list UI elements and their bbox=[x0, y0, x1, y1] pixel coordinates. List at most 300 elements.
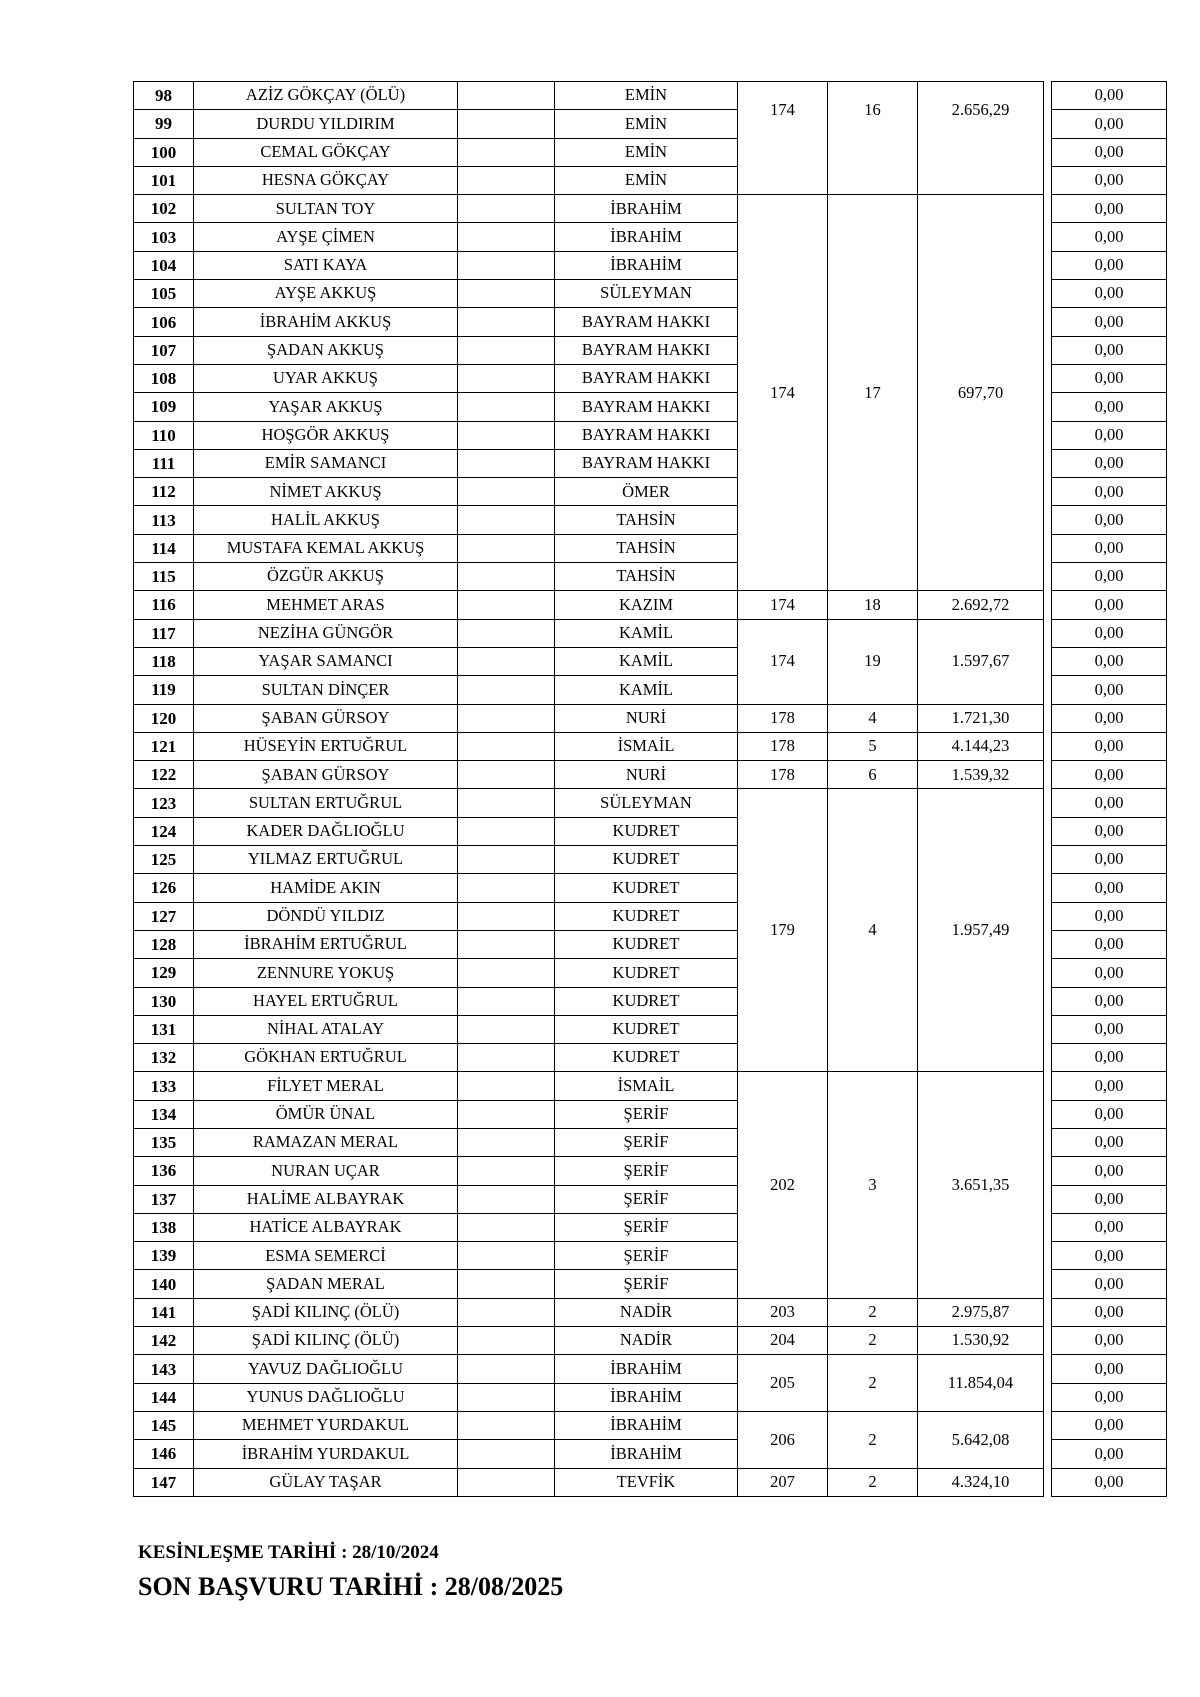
empty-cell bbox=[458, 647, 555, 675]
row-number: 107 bbox=[134, 336, 194, 364]
column-gap bbox=[1044, 1468, 1052, 1496]
father-name: EMİN bbox=[555, 138, 738, 166]
owner-name: ŞADİ KILINÇ (ÖLÜ) bbox=[194, 1298, 458, 1326]
ada-number: 204 bbox=[738, 1327, 828, 1355]
parsel-number: 2 bbox=[828, 1468, 918, 1496]
empty-cell bbox=[458, 1242, 555, 1270]
parsel-number: 16 bbox=[828, 82, 918, 195]
row-number: 108 bbox=[134, 364, 194, 392]
father-name: KAMİL bbox=[555, 619, 738, 647]
finalization-date: KESİNLEŞME TARİHİ : 28/10/2024 bbox=[138, 1542, 439, 1563]
owner-name: ÖZGÜR AKKUŞ bbox=[194, 563, 458, 591]
share-amount: 0,00 bbox=[1052, 1044, 1167, 1072]
ada-number: 178 bbox=[738, 732, 828, 760]
share-amount: 0,00 bbox=[1052, 817, 1167, 845]
share-amount: 0,00 bbox=[1052, 959, 1167, 987]
row-number: 111 bbox=[134, 449, 194, 477]
parcel-area: 1.721,30 bbox=[918, 704, 1044, 732]
parsel-number: 5 bbox=[828, 732, 918, 760]
empty-cell bbox=[458, 336, 555, 364]
row-number: 114 bbox=[134, 534, 194, 562]
parsel-number: 4 bbox=[828, 789, 918, 1072]
owner-name: UYAR AKKUŞ bbox=[194, 364, 458, 392]
share-amount: 0,00 bbox=[1052, 902, 1167, 930]
ada-number: 174 bbox=[738, 82, 828, 195]
father-name: KUDRET bbox=[555, 1015, 738, 1043]
empty-cell bbox=[458, 789, 555, 817]
parcel-area: 2.975,87 bbox=[918, 1298, 1044, 1326]
parsel-number: 2 bbox=[828, 1327, 918, 1355]
father-name: BAYRAM HAKKI bbox=[555, 449, 738, 477]
row-number: 117 bbox=[134, 619, 194, 647]
father-name: KUDRET bbox=[555, 1044, 738, 1072]
share-amount: 0,00 bbox=[1052, 421, 1167, 449]
row-number: 131 bbox=[134, 1015, 194, 1043]
empty-cell bbox=[458, 846, 555, 874]
father-name: KUDRET bbox=[555, 959, 738, 987]
owner-name: GÜLAY TAŞAR bbox=[194, 1468, 458, 1496]
empty-cell bbox=[458, 223, 555, 251]
share-amount: 0,00 bbox=[1052, 110, 1167, 138]
owner-name: NİMET AKKUŞ bbox=[194, 478, 458, 506]
parsel-number: 6 bbox=[828, 761, 918, 789]
owner-name: HATİCE ALBAYRAK bbox=[194, 1213, 458, 1241]
owner-name: ŞADİ KILINÇ (ÖLÜ) bbox=[194, 1327, 458, 1355]
share-amount: 0,00 bbox=[1052, 251, 1167, 279]
owner-name: NİHAL ATALAY bbox=[194, 1015, 458, 1043]
owner-name: ZENNURE YOKUŞ bbox=[194, 959, 458, 987]
empty-cell bbox=[458, 308, 555, 336]
row-number: 100 bbox=[134, 138, 194, 166]
row-number: 115 bbox=[134, 563, 194, 591]
owner-name: NURAN UÇAR bbox=[194, 1157, 458, 1185]
share-amount: 0,00 bbox=[1052, 1270, 1167, 1298]
empty-cell bbox=[458, 987, 555, 1015]
share-amount: 0,00 bbox=[1052, 563, 1167, 591]
row-number: 98 bbox=[134, 82, 194, 110]
row-number: 136 bbox=[134, 1157, 194, 1185]
table-row bbox=[134, 1298, 1167, 1326]
row-number: 127 bbox=[134, 902, 194, 930]
father-name: BAYRAM HAKKI bbox=[555, 421, 738, 449]
shareholder-table bbox=[133, 81, 1167, 1497]
father-name: NADİR bbox=[555, 1327, 738, 1355]
father-name: İSMAİL bbox=[555, 732, 738, 760]
empty-cell bbox=[458, 619, 555, 647]
father-name: İBRAHİM bbox=[555, 1355, 738, 1383]
owner-name: YAŞAR AKKUŞ bbox=[194, 393, 458, 421]
column-gap bbox=[1044, 761, 1052, 789]
parsel-number: 19 bbox=[828, 619, 918, 704]
empty-cell bbox=[458, 1383, 555, 1411]
table-row bbox=[134, 1072, 1167, 1100]
owner-name: MEHMET ARAS bbox=[194, 591, 458, 619]
row-number: 99 bbox=[134, 110, 194, 138]
row-number: 118 bbox=[134, 647, 194, 675]
father-name: İBRAHİM bbox=[555, 1411, 738, 1439]
empty-cell bbox=[458, 1327, 555, 1355]
table-row bbox=[134, 1327, 1167, 1355]
empty-cell bbox=[458, 1355, 555, 1383]
father-name: NADİR bbox=[555, 1298, 738, 1326]
parcel-area: 1.539,32 bbox=[918, 761, 1044, 789]
share-amount: 0,00 bbox=[1052, 1242, 1167, 1270]
father-name: ŞERİF bbox=[555, 1157, 738, 1185]
empty-cell bbox=[458, 732, 555, 760]
share-amount: 0,00 bbox=[1052, 280, 1167, 308]
table-row bbox=[134, 591, 1167, 619]
father-name: SÜLEYMAN bbox=[555, 789, 738, 817]
parsel-number: 17 bbox=[828, 195, 918, 591]
share-amount: 0,00 bbox=[1052, 449, 1167, 477]
row-number: 132 bbox=[134, 1044, 194, 1072]
parcel-area: 2.656,29 bbox=[918, 82, 1044, 195]
ada-number: 202 bbox=[738, 1072, 828, 1298]
share-amount: 0,00 bbox=[1052, 1100, 1167, 1128]
row-number: 129 bbox=[134, 959, 194, 987]
father-name: ŞERİF bbox=[555, 1242, 738, 1270]
table-row bbox=[134, 1468, 1167, 1496]
owner-name: AYŞE ÇİMEN bbox=[194, 223, 458, 251]
table-row bbox=[134, 195, 1167, 223]
row-number: 113 bbox=[134, 506, 194, 534]
row-number: 139 bbox=[134, 1242, 194, 1270]
empty-cell bbox=[458, 1100, 555, 1128]
parcel-area: 4.144,23 bbox=[918, 732, 1044, 760]
empty-cell bbox=[458, 902, 555, 930]
row-number: 109 bbox=[134, 393, 194, 421]
owner-name: MUSTAFA KEMAL AKKUŞ bbox=[194, 534, 458, 562]
row-number: 125 bbox=[134, 846, 194, 874]
row-number: 105 bbox=[134, 280, 194, 308]
empty-cell bbox=[458, 82, 555, 110]
application-deadline: SON BAŞVURU TARİHİ : 28/08/2025 bbox=[138, 1572, 564, 1601]
owner-name: HÜSEYİN ERTUĞRUL bbox=[194, 732, 458, 760]
owner-name: ŞABAN GÜRSOY bbox=[194, 704, 458, 732]
father-name: BAYRAM HAKKI bbox=[555, 364, 738, 392]
empty-cell bbox=[458, 1044, 555, 1072]
owner-name: AZİZ GÖKÇAY (ÖLÜ) bbox=[194, 82, 458, 110]
parcel-area: 4.324,10 bbox=[918, 1468, 1044, 1496]
parcel-area: 3.651,35 bbox=[918, 1072, 1044, 1298]
table-row bbox=[134, 704, 1167, 732]
empty-cell bbox=[458, 874, 555, 902]
parcel-area: 11.854,04 bbox=[918, 1355, 1044, 1412]
row-number: 128 bbox=[134, 930, 194, 958]
share-amount: 0,00 bbox=[1052, 930, 1167, 958]
share-amount: 0,00 bbox=[1052, 846, 1167, 874]
parsel-number: 2 bbox=[828, 1411, 918, 1468]
column-gap bbox=[1044, 1072, 1052, 1298]
column-gap bbox=[1044, 789, 1052, 1072]
owner-name: ŞADAN AKKUŞ bbox=[194, 336, 458, 364]
ada-number: 203 bbox=[738, 1298, 828, 1326]
share-amount: 0,00 bbox=[1052, 195, 1167, 223]
father-name: TEVFİK bbox=[555, 1468, 738, 1496]
father-name: NURİ bbox=[555, 761, 738, 789]
column-gap bbox=[1044, 732, 1052, 760]
parsel-number: 3 bbox=[828, 1072, 918, 1298]
row-number: 147 bbox=[134, 1468, 194, 1496]
share-amount: 0,00 bbox=[1052, 874, 1167, 902]
row-number: 102 bbox=[134, 195, 194, 223]
father-name: İBRAHİM bbox=[555, 223, 738, 251]
empty-cell bbox=[458, 1185, 555, 1213]
owner-name: HAYEL ERTUĞRUL bbox=[194, 987, 458, 1015]
share-amount: 0,00 bbox=[1052, 364, 1167, 392]
row-number: 145 bbox=[134, 1411, 194, 1439]
share-amount: 0,00 bbox=[1052, 1468, 1167, 1496]
share-amount: 0,00 bbox=[1052, 393, 1167, 421]
row-number: 120 bbox=[134, 704, 194, 732]
father-name: SÜLEYMAN bbox=[555, 280, 738, 308]
share-amount: 0,00 bbox=[1052, 1185, 1167, 1213]
empty-cell bbox=[458, 364, 555, 392]
empty-cell bbox=[458, 1298, 555, 1326]
parcel-area: 2.692,72 bbox=[918, 591, 1044, 619]
father-name: İBRAHİM bbox=[555, 1440, 738, 1468]
owner-name: HALİME ALBAYRAK bbox=[194, 1185, 458, 1213]
row-number: 126 bbox=[134, 874, 194, 902]
ada-number: 174 bbox=[738, 195, 828, 591]
row-number: 143 bbox=[134, 1355, 194, 1383]
father-name: TAHSİN bbox=[555, 534, 738, 562]
table-row bbox=[134, 761, 1167, 789]
father-name: İBRAHİM bbox=[555, 251, 738, 279]
empty-cell bbox=[458, 1213, 555, 1241]
owner-name: HOŞGÖR AKKUŞ bbox=[194, 421, 458, 449]
owner-name: HESNA GÖKÇAY bbox=[194, 166, 458, 194]
row-number: 124 bbox=[134, 817, 194, 845]
owner-name: İBRAHİM AKKUŞ bbox=[194, 308, 458, 336]
column-gap bbox=[1044, 1411, 1052, 1468]
row-number: 135 bbox=[134, 1128, 194, 1156]
row-number: 116 bbox=[134, 591, 194, 619]
owner-name: HALİL AKKUŞ bbox=[194, 506, 458, 534]
father-name: NURİ bbox=[555, 704, 738, 732]
share-amount: 0,00 bbox=[1052, 619, 1167, 647]
column-gap bbox=[1044, 591, 1052, 619]
father-name: KUDRET bbox=[555, 817, 738, 845]
row-number: 146 bbox=[134, 1440, 194, 1468]
father-name: TAHSİN bbox=[555, 506, 738, 534]
share-amount: 0,00 bbox=[1052, 82, 1167, 110]
row-number: 142 bbox=[134, 1327, 194, 1355]
father-name: KUDRET bbox=[555, 930, 738, 958]
empty-cell bbox=[458, 676, 555, 704]
owner-name: SULTAN ERTUĞRUL bbox=[194, 789, 458, 817]
share-amount: 0,00 bbox=[1052, 223, 1167, 251]
share-amount: 0,00 bbox=[1052, 676, 1167, 704]
empty-cell bbox=[458, 449, 555, 477]
share-amount: 0,00 bbox=[1052, 1383, 1167, 1411]
share-amount: 0,00 bbox=[1052, 506, 1167, 534]
parcel-area: 1.530,92 bbox=[918, 1327, 1044, 1355]
table-row bbox=[134, 82, 1167, 110]
ada-number: 178 bbox=[738, 704, 828, 732]
father-name: ŞERİF bbox=[555, 1128, 738, 1156]
row-number: 110 bbox=[134, 421, 194, 449]
row-number: 122 bbox=[134, 761, 194, 789]
share-amount: 0,00 bbox=[1052, 138, 1167, 166]
share-amount: 0,00 bbox=[1052, 732, 1167, 760]
row-number: 121 bbox=[134, 732, 194, 760]
owner-name: KADER DAĞLIOĞLU bbox=[194, 817, 458, 845]
ada-number: 178 bbox=[738, 761, 828, 789]
column-gap bbox=[1044, 619, 1052, 704]
ada-number: 174 bbox=[738, 591, 828, 619]
owner-name: ŞABAN GÜRSOY bbox=[194, 761, 458, 789]
father-name: ÖMER bbox=[555, 478, 738, 506]
empty-cell bbox=[458, 1440, 555, 1468]
owner-name: AYŞE AKKUŞ bbox=[194, 280, 458, 308]
row-number: 101 bbox=[134, 166, 194, 194]
ada-number: 179 bbox=[738, 789, 828, 1072]
empty-cell bbox=[458, 166, 555, 194]
row-number: 138 bbox=[134, 1213, 194, 1241]
column-gap bbox=[1044, 195, 1052, 591]
father-name: İBRAHİM bbox=[555, 195, 738, 223]
empty-cell bbox=[458, 421, 555, 449]
share-amount: 0,00 bbox=[1052, 987, 1167, 1015]
share-amount: 0,00 bbox=[1052, 1411, 1167, 1439]
share-amount: 0,00 bbox=[1052, 1072, 1167, 1100]
share-amount: 0,00 bbox=[1052, 591, 1167, 619]
owner-name: SULTAN TOY bbox=[194, 195, 458, 223]
father-name: KUDRET bbox=[555, 846, 738, 874]
owner-name: İBRAHİM ERTUĞRUL bbox=[194, 930, 458, 958]
father-name: KUDRET bbox=[555, 874, 738, 902]
share-amount: 0,00 bbox=[1052, 166, 1167, 194]
father-name: ŞERİF bbox=[555, 1270, 738, 1298]
empty-cell bbox=[458, 1270, 555, 1298]
father-name: KUDRET bbox=[555, 902, 738, 930]
parcel-area: 697,70 bbox=[918, 195, 1044, 591]
share-amount: 0,00 bbox=[1052, 704, 1167, 732]
owner-name: GÖKHAN ERTUĞRUL bbox=[194, 1044, 458, 1072]
row-number: 119 bbox=[134, 676, 194, 704]
father-name: BAYRAM HAKKI bbox=[555, 393, 738, 421]
father-name: BAYRAM HAKKI bbox=[555, 336, 738, 364]
column-gap bbox=[1044, 704, 1052, 732]
empty-cell bbox=[458, 959, 555, 987]
share-amount: 0,00 bbox=[1052, 761, 1167, 789]
empty-cell bbox=[458, 563, 555, 591]
row-number: 141 bbox=[134, 1298, 194, 1326]
owner-name: SATI KAYA bbox=[194, 251, 458, 279]
row-number: 140 bbox=[134, 1270, 194, 1298]
father-name: BAYRAM HAKKI bbox=[555, 308, 738, 336]
empty-cell bbox=[458, 138, 555, 166]
empty-cell bbox=[458, 280, 555, 308]
share-amount: 0,00 bbox=[1052, 1355, 1167, 1383]
column-gap bbox=[1044, 1355, 1052, 1412]
row-number: 137 bbox=[134, 1185, 194, 1213]
empty-cell bbox=[458, 393, 555, 421]
row-number: 104 bbox=[134, 251, 194, 279]
table-row bbox=[134, 789, 1167, 817]
empty-cell bbox=[458, 1411, 555, 1439]
parcel-area: 5.642,08 bbox=[918, 1411, 1044, 1468]
share-amount: 0,00 bbox=[1052, 1157, 1167, 1185]
owner-name: SULTAN DİNÇER bbox=[194, 676, 458, 704]
share-amount: 0,00 bbox=[1052, 789, 1167, 817]
father-name: TAHSİN bbox=[555, 563, 738, 591]
empty-cell bbox=[458, 1157, 555, 1185]
father-name: ŞERİF bbox=[555, 1185, 738, 1213]
owner-name: DURDU YILDIRIM bbox=[194, 110, 458, 138]
empty-cell bbox=[458, 1468, 555, 1496]
empty-cell bbox=[458, 110, 555, 138]
father-name: EMİN bbox=[555, 110, 738, 138]
share-amount: 0,00 bbox=[1052, 1327, 1167, 1355]
owner-name: YAVUZ DAĞLIOĞLU bbox=[194, 1355, 458, 1383]
share-amount: 0,00 bbox=[1052, 1015, 1167, 1043]
owner-name: ŞADAN MERAL bbox=[194, 1270, 458, 1298]
share-amount: 0,00 bbox=[1052, 1440, 1167, 1468]
owner-name: FİLYET MERAL bbox=[194, 1072, 458, 1100]
empty-cell bbox=[458, 478, 555, 506]
owner-name: NEZİHA GÜNGÖR bbox=[194, 619, 458, 647]
empty-cell bbox=[458, 195, 555, 223]
empty-cell bbox=[458, 930, 555, 958]
father-name: KUDRET bbox=[555, 987, 738, 1015]
share-amount: 0,00 bbox=[1052, 647, 1167, 675]
column-gap bbox=[1044, 1327, 1052, 1355]
empty-cell bbox=[458, 1128, 555, 1156]
father-name: ŞERİF bbox=[555, 1100, 738, 1128]
table-row bbox=[134, 619, 1167, 647]
row-number: 106 bbox=[134, 308, 194, 336]
row-number: 103 bbox=[134, 223, 194, 251]
column-gap bbox=[1044, 82, 1052, 195]
father-name: ŞERİF bbox=[555, 1213, 738, 1241]
owner-name: YILMAZ ERTUĞRUL bbox=[194, 846, 458, 874]
empty-cell bbox=[458, 1015, 555, 1043]
owner-name: RAMAZAN MERAL bbox=[194, 1128, 458, 1156]
parcel-area: 1.957,49 bbox=[918, 789, 1044, 1072]
parsel-number: 2 bbox=[828, 1355, 918, 1412]
share-amount: 0,00 bbox=[1052, 336, 1167, 364]
empty-cell bbox=[458, 506, 555, 534]
empty-cell bbox=[458, 534, 555, 562]
parsel-number: 18 bbox=[828, 591, 918, 619]
owner-name: DÖNDÜ YILDIZ bbox=[194, 902, 458, 930]
father-name: KAMİL bbox=[555, 647, 738, 675]
empty-cell bbox=[458, 1072, 555, 1100]
father-name: KAMİL bbox=[555, 676, 738, 704]
empty-cell bbox=[458, 251, 555, 279]
owner-name: MEHMET YURDAKUL bbox=[194, 1411, 458, 1439]
row-number: 144 bbox=[134, 1383, 194, 1411]
row-number: 130 bbox=[134, 987, 194, 1015]
owner-name: CEMAL GÖKÇAY bbox=[194, 138, 458, 166]
table-row bbox=[134, 1355, 1167, 1383]
parsel-number: 4 bbox=[828, 704, 918, 732]
share-amount: 0,00 bbox=[1052, 308, 1167, 336]
father-name: KAZIM bbox=[555, 591, 738, 619]
father-name: EMİN bbox=[555, 166, 738, 194]
table-row bbox=[134, 1411, 1167, 1439]
parsel-number: 2 bbox=[828, 1298, 918, 1326]
father-name: İSMAİL bbox=[555, 1072, 738, 1100]
row-number: 112 bbox=[134, 478, 194, 506]
empty-cell bbox=[458, 761, 555, 789]
share-amount: 0,00 bbox=[1052, 478, 1167, 506]
share-amount: 0,00 bbox=[1052, 534, 1167, 562]
ada-number: 205 bbox=[738, 1355, 828, 1412]
row-number: 123 bbox=[134, 789, 194, 817]
